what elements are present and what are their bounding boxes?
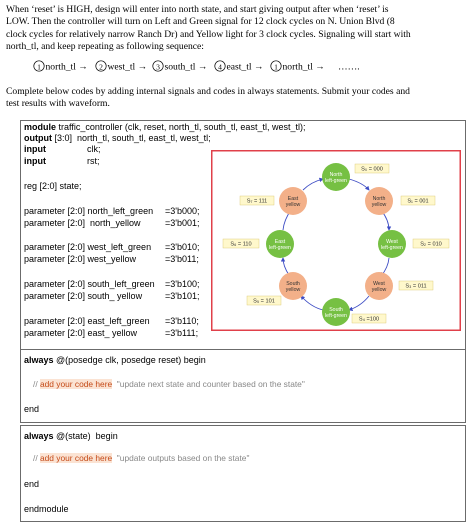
sequence-number: 4 [218, 62, 222, 72]
parameter-name: parameter [2:0] south_ yellow [24, 291, 143, 301]
state-label [401, 196, 435, 205]
svg-text:East: East [287, 196, 299, 202]
intro-line: LOW. Then the controller will turn on Left and Green signal for 12 clock cycles on N. Union Blvd (8 [6, 16, 395, 28]
sequence-item: north_tl → [282, 61, 325, 73]
state-register: reg [2:0] state; [24, 181, 82, 191]
output-declaration [24, 133, 211, 144]
sequence-number: 1 [274, 62, 278, 72]
svg-text:East: East [274, 239, 286, 245]
parameter-name: parameter [2:0] west_left_green [24, 242, 152, 252]
module-signature: traffic_controller (clk, reset, north_tl, south_tl, east_tl, west_tl); [56, 122, 306, 132]
always-statement [24, 355, 206, 366]
state-label [355, 164, 389, 173]
always-keyword: always [24, 355, 54, 365]
parameter-value: =3'b011; [165, 254, 199, 264]
endmodule-keyword: endmodule [24, 504, 69, 514]
state-label [413, 239, 449, 248]
intro-line: When ‘reset’ is HIGH, design will enter into north state, and start giving output after when ‘reset’ is [6, 4, 389, 15]
sequence-ellipsis: ……. [338, 61, 360, 73]
intro-line: north_tl, and keep repeating as following sequence: [6, 41, 204, 53]
state-label [399, 281, 433, 290]
output-keyword: output [24, 133, 52, 143]
svg-text:West: West [386, 239, 398, 245]
always-statement [24, 431, 118, 442]
svg-text:yellow: yellow [371, 202, 387, 208]
code-comment: // add your code here "update outputs based on the state" [33, 453, 250, 463]
parameter-value: =3'b010; [165, 242, 200, 252]
svg-text:left-green: left-green [381, 245, 403, 251]
parameter-name: parameter [2:0] south_left_green [24, 279, 155, 289]
sequence-item: south_tl → [164, 61, 208, 73]
always-sensitivity: @(posedge clk, posedge reset) begin [53, 355, 206, 365]
sequence-item: west_tl → [107, 61, 148, 73]
add-code-highlight: add your code here [39, 379, 113, 389]
instructions-line: test results with waveform. [6, 98, 110, 110]
instructions-paragraph [6, 86, 470, 111]
input-rst: rst; [87, 156, 100, 166]
module-keyword: module [24, 122, 57, 132]
parameter-value: =3'b000; [165, 206, 200, 216]
state-node [266, 230, 294, 258]
svg-text:S₃ = 011: S₃ = 011 [405, 283, 427, 290]
always-block-2 [20, 425, 466, 522]
svg-text:S₀ = 000: S₀ = 000 [361, 166, 383, 173]
svg-text:South: South [329, 307, 343, 313]
svg-text:left-green: left-green [269, 245, 291, 251]
svg-text:North: North [329, 172, 343, 178]
always-sensitivity: @(state) begin [53, 431, 118, 441]
instructions-line: Complete below codes by adding internal signals and codes in always statements. Submit your codes and [6, 86, 410, 97]
svg-text:S₁ = 001: S₁ = 001 [407, 198, 429, 205]
parameter-value: =3'b101; [165, 291, 200, 301]
state-node [279, 272, 307, 300]
intro-paragraph [6, 4, 470, 54]
state-label [223, 239, 259, 248]
sequence-item: east_tl → [226, 61, 264, 73]
sequence-number: 3 [156, 62, 160, 72]
svg-text:S₂ = 010: S₂ = 010 [420, 241, 442, 248]
svg-text:yellow: yellow [285, 287, 301, 293]
module-declaration [24, 122, 305, 133]
svg-text:S₄ =100: S₄ =100 [358, 316, 380, 323]
state-label [240, 196, 274, 205]
state-node [322, 298, 350, 326]
input-clk: clk; [87, 144, 101, 154]
parameter-value: =3'b110; [165, 316, 199, 326]
sequence-item: north_tl → [45, 61, 88, 73]
svg-text:S₆ = 110: S₆ = 110 [230, 241, 252, 248]
svg-text:S₅ = 101: S₅ = 101 [253, 298, 275, 305]
end-keyword: end [24, 404, 40, 414]
state-node [365, 187, 393, 215]
parameter-value: =3'b001; [165, 218, 200, 228]
always-block-1 [20, 349, 466, 423]
sequence-line [0, 58, 474, 74]
state-node [322, 163, 350, 191]
parameter-name: parameter [2:0] east_ yellow [24, 328, 138, 338]
parameter-name: parameter [2:0] north_left_green [24, 206, 154, 216]
svg-text:S₇ = 111: S₇ = 111 [246, 198, 268, 205]
svg-text:left-green: left-green [325, 313, 347, 319]
state-node [378, 230, 406, 258]
input-keyword: input [24, 144, 46, 154]
add-code-highlight: add your code here [39, 453, 113, 463]
parameter-name: parameter [2:0] east_left_green [24, 316, 150, 326]
svg-text:left-green: left-green [325, 178, 347, 184]
parameter-name: parameter [2:0] west_yellow [24, 254, 137, 264]
always-keyword: always [24, 431, 54, 441]
intro-line: clock cycles for relatively narrow Ranch Dr) and Yellow light for 3 clock cycles. Signaling will start with [6, 28, 411, 40]
svg-text:yellow: yellow [285, 202, 301, 208]
svg-text:yellow: yellow [371, 287, 387, 293]
svg-text:North: North [372, 196, 386, 202]
state-label [247, 296, 281, 305]
input-keyword: input [24, 156, 46, 166]
state-node [279, 187, 307, 215]
parameter-value: =3'b100; [165, 279, 200, 289]
svg-text:West: West [373, 281, 385, 287]
sequence-number: 2 [99, 62, 103, 72]
state-label [352, 314, 386, 323]
end-keyword: end [24, 479, 40, 489]
code-comment: // add your code here "update next state and counter based on the state" [33, 379, 305, 389]
state-node [365, 272, 393, 300]
sequence-number: 1 [37, 62, 41, 72]
svg-text:South: South [286, 281, 300, 287]
parameter-name: parameter [2:0] north_yellow [24, 218, 141, 228]
state-diagram [211, 150, 461, 331]
parameter-value: =3'b111; [165, 328, 199, 338]
output-signals: [3:0] north_tl, south_tl, east_tl, west_tl; [51, 133, 211, 143]
